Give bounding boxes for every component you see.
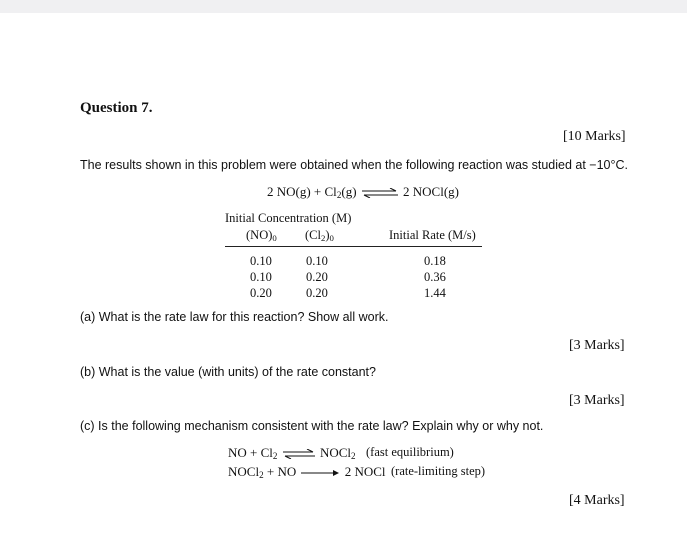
reaction-equation (267, 184, 459, 200)
step2-note: (rate-limiting step) (391, 464, 486, 478)
table-cell: 0.10 (250, 270, 272, 284)
part-c-text: (c) Is the following mechanism consistent with the rate law? Explain why or why not. (80, 419, 544, 433)
table-rule (225, 246, 482, 247)
step1-note: (fast equilibrium) (366, 445, 454, 459)
column-header-cl2: $(Cl_2)_0$ (305, 228, 334, 243)
top-bar (0, 0, 687, 13)
table-cell: 1.44 (424, 286, 446, 300)
step1-rhs: NOCl$_2$ (319, 445, 356, 461)
table-cell: 0.20 (250, 286, 272, 300)
reaction-lhs: 2 $NO(g) + Cl_2(g)$ (267, 184, 357, 200)
part-b-marks: [3 Marks] (569, 393, 625, 408)
equilibrium-arrow-icon (281, 449, 317, 459)
step1-lhs: NO + $Cl_2$ (228, 445, 278, 461)
step2-lhs: NOCl$_2$ + NO (228, 464, 297, 480)
table-cell: 0.10 (250, 254, 272, 268)
reaction-rhs: 2 NOCl(g) (403, 184, 459, 199)
step2-rhs: 2 NOCl (344, 464, 386, 479)
table-cell: 0.20 (306, 286, 328, 300)
total-marks: [10 Marks] (563, 129, 626, 144)
table-cell: 0.20 (306, 270, 328, 284)
part-a-text: (a) What is the rate law for this reaction? Show all work. (80, 310, 389, 324)
mechanism-step-1 (228, 445, 356, 461)
table-cell: 0.10 (306, 254, 328, 268)
intro-text: The results shown in this problem were obtained when the following reaction was studied at −10°C. (80, 158, 629, 172)
mechanism-step-2 (228, 464, 386, 480)
part-b-text: (b) What is the value (with units) of the rate constant? (80, 365, 376, 379)
right-arrow-icon (299, 469, 341, 477)
column-header-rate: Initial Rate (M/s) (389, 228, 476, 242)
part-a-marks: [3 Marks] (569, 338, 625, 353)
equilibrium-arrow-icon (360, 188, 400, 198)
table-cell: 0.36 (424, 270, 446, 284)
question-title: Question 7. (80, 100, 153, 116)
table-group-header: Initial Concentration (M) (225, 211, 352, 225)
table-cell: 0.18 (424, 254, 446, 268)
part-c-marks: [4 Marks] (569, 493, 625, 508)
column-header-no: $(NO)_0$ (246, 228, 277, 243)
